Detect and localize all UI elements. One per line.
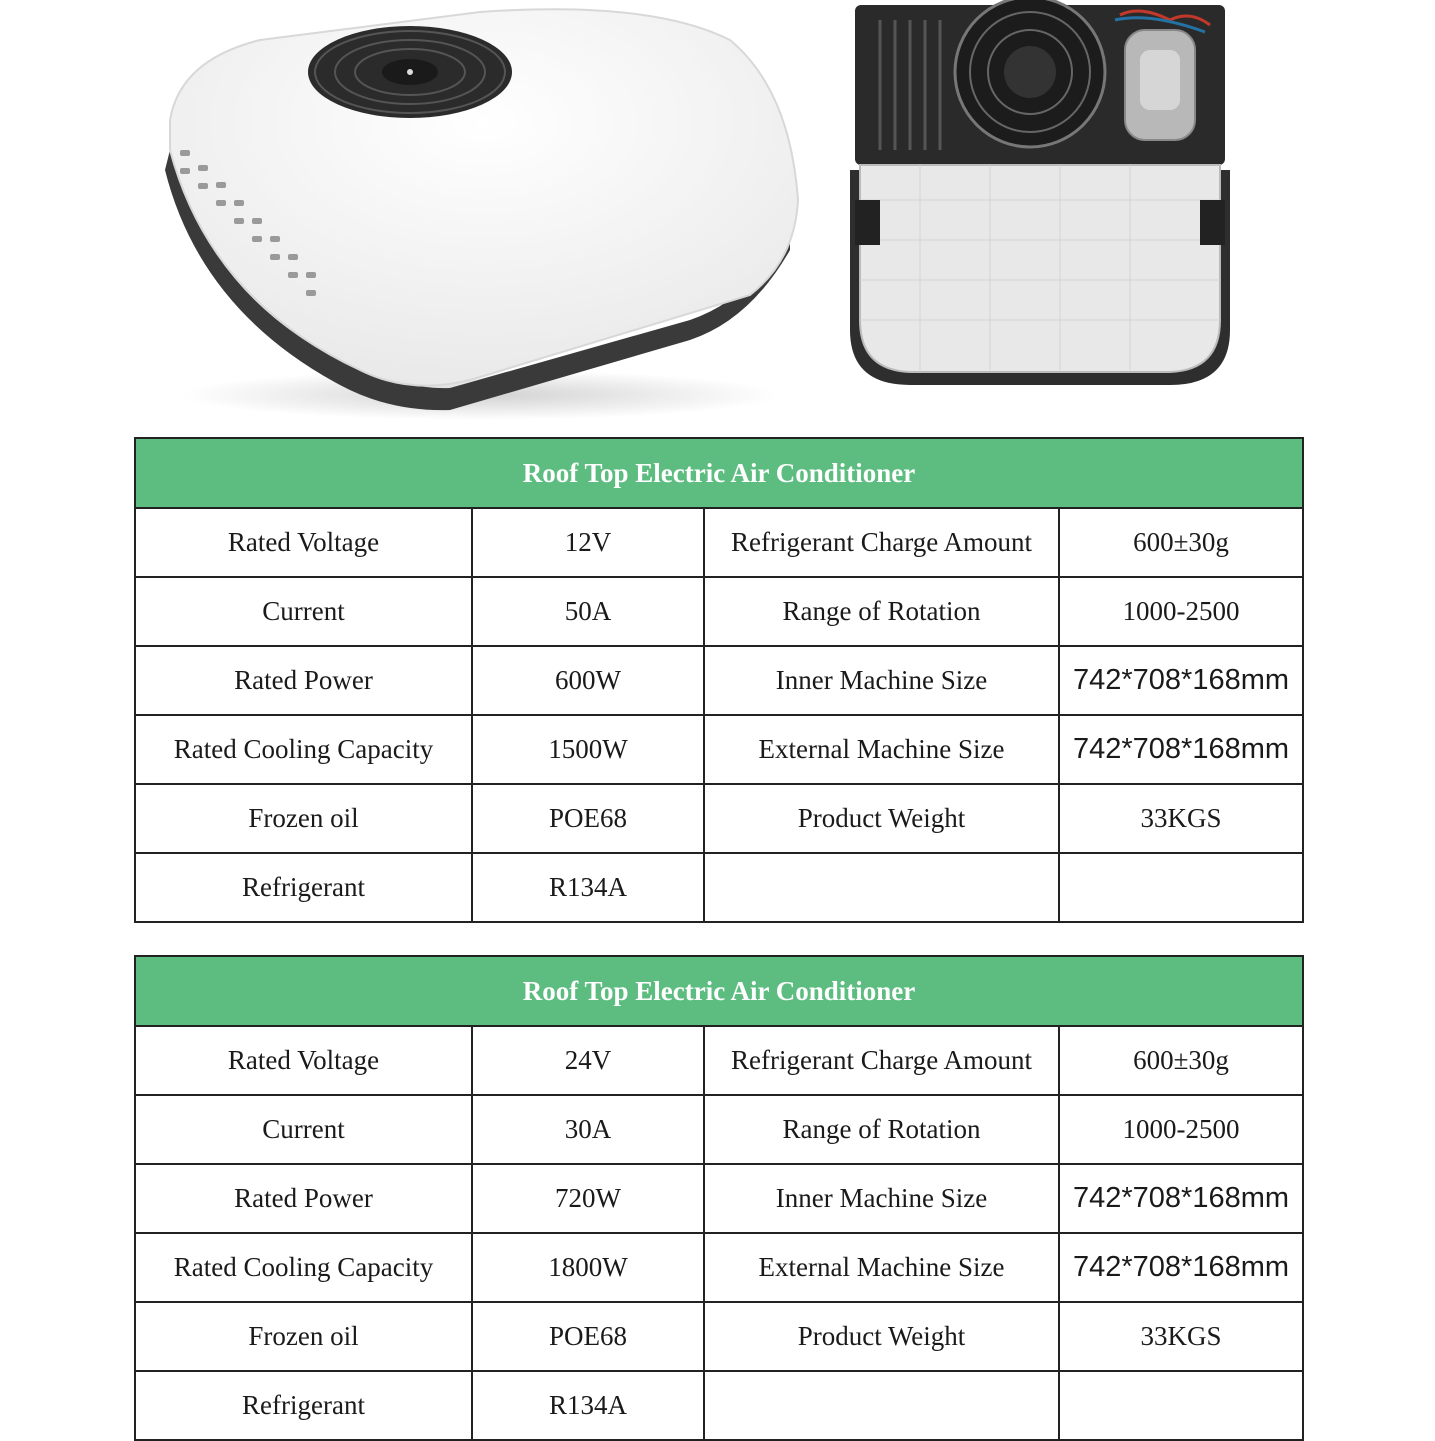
table-row [135,784,1303,853]
spec-label: Refrigerant Charge Amount [704,508,1059,577]
spec-value: 1800W [472,1233,704,1302]
table-title: Roof Top Electric Air Conditioner [135,956,1303,1026]
spec-table-24v [134,955,1304,1441]
spec-label: Range of Rotation [704,577,1059,646]
spec-label: Current [135,1095,472,1164]
spec-value: 600±30g [1059,1026,1303,1095]
spec-label: Rated Power [135,1164,472,1233]
ac-unit-exterior-photo [150,0,810,420]
spec-label: Refrigerant [135,853,472,922]
spec-value: POE68 [472,1302,704,1371]
spec-value: 12V [472,508,704,577]
spec-value: 720W [472,1164,704,1233]
spec-label: Rated Cooling Capacity [135,715,472,784]
spec-label: Inner Machine Size [704,646,1059,715]
spec-value [1059,853,1303,922]
spec-value: 742*708*168mm [1059,646,1303,715]
spec-label [704,853,1059,922]
table-row [135,715,1303,784]
spec-label: Product Weight [704,784,1059,853]
table-row [135,1026,1303,1095]
spec-value [1059,1371,1303,1440]
spec-value: 742*708*168mm [1059,1233,1303,1302]
spec-value: 1000-2500 [1059,577,1303,646]
spec-label: Rated Voltage [135,508,472,577]
spec-label: Range of Rotation [704,1095,1059,1164]
table-title: Roof Top Electric Air Conditioner [135,438,1303,508]
spec-value: R134A [472,853,704,922]
spec-value: 50A [472,577,704,646]
spec-value: R134A [472,1371,704,1440]
spec-label: External Machine Size [704,1233,1059,1302]
spec-label: Rated Voltage [135,1026,472,1095]
spec-label: Product Weight [704,1302,1059,1371]
spec-label: Rated Power [135,646,472,715]
spec-value: POE68 [472,784,704,853]
table-row [135,1371,1303,1440]
table-row [135,577,1303,646]
spec-value: 33KGS [1059,784,1303,853]
spec-label: Frozen oil [135,1302,472,1371]
spec-value: 30A [472,1095,704,1164]
spec-value: 742*708*168mm [1059,715,1303,784]
spec-label: Current [135,577,472,646]
spec-label: Inner Machine Size [704,1164,1059,1233]
spec-label: Refrigerant [135,1371,472,1440]
spec-label: Frozen oil [135,784,472,853]
table-row [135,1302,1303,1371]
table-row [135,853,1303,922]
spec-label: Rated Cooling Capacity [135,1233,472,1302]
table-row [135,646,1303,715]
spec-value: 742*708*168mm [1059,1164,1303,1233]
table-row [135,1164,1303,1233]
spec-table-12v [134,437,1304,923]
spec-label: Refrigerant Charge Amount [704,1026,1059,1095]
spec-value: 33KGS [1059,1302,1303,1371]
spec-label: External Machine Size [704,715,1059,784]
spec-value: 1000-2500 [1059,1095,1303,1164]
spec-value: 600W [472,646,704,715]
table-row [135,1095,1303,1164]
ac-unit-interior-photo [840,0,1240,405]
spec-label [704,1371,1059,1440]
spec-value: 1500W [472,715,704,784]
spec-value: 600±30g [1059,508,1303,577]
table-row [135,508,1303,577]
table-row [135,1233,1303,1302]
spec-value: 24V [472,1026,704,1095]
